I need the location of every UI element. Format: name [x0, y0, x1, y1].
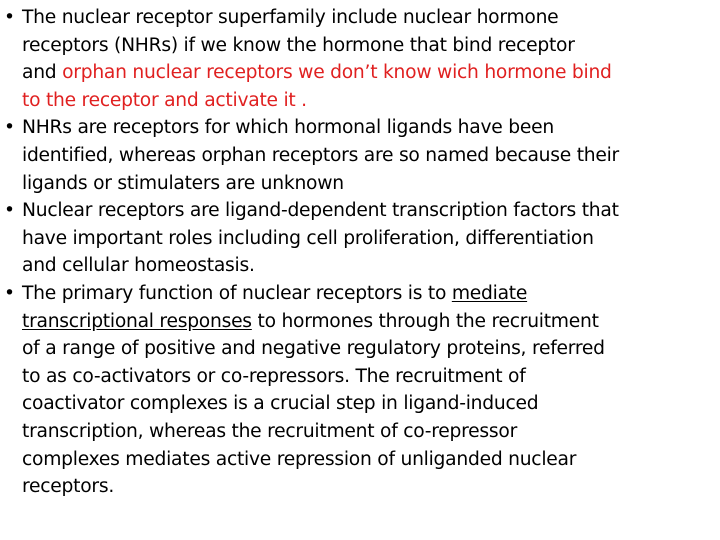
bullet-list — [4, 4, 716, 501]
text-line: receptors (NHRs) if we know the hormone that bind receptor — [22, 34, 575, 56]
text-line-mixed — [22, 308, 716, 336]
text-line-mixed — [22, 87, 716, 115]
text-line: receptors. — [22, 476, 115, 498]
text-line: transcription, whereas the recruitment of co-repressor — [22, 420, 518, 442]
text-line: of a range of positive and negative regulatory proteins, referred — [22, 338, 605, 360]
text-line: The nuclear receptor superfamily include nuclear hormone — [22, 7, 559, 28]
text-line: have important roles including cell proliferation, differentiation — [22, 227, 594, 249]
underlined-text-segment: transcriptional responses — [22, 310, 252, 332]
bullet-item-primary-function — [4, 280, 716, 501]
bullet-item-ligand-dependent-factors — [4, 197, 716, 280]
text-line: identified, whereas orphan receptors are so named because their — [22, 144, 619, 166]
underlined-text-segment: mediate — [451, 282, 528, 304]
bullet-item-nuclear-receptor-superfamily — [4, 4, 716, 114]
text-line: NHRs are receptors for which hormonal ligands have been — [22, 117, 554, 139]
bullet-marker: • — [4, 200, 15, 222]
text-line: Nuclear receptors are ligand-dependent transcription factors that — [22, 200, 619, 222]
highlighted-text-segment: to the receptor and activate it — [22, 89, 296, 111]
highlighted-text-segment: orphan nuclear receptors we don’t know wich hormone bind — [62, 62, 612, 84]
slide-content — [4, 4, 716, 536]
text-line: to as co-activators or co-repressors. The recruitment of — [22, 365, 526, 387]
text-line: and cellular homeostasis. — [22, 255, 255, 277]
text-line: ligands or stimulaters are unknown — [22, 172, 344, 194]
text-segment: . — [295, 89, 307, 111]
text-segment: and — [22, 62, 63, 84]
text-line-mixed — [22, 280, 716, 308]
text-line-mixed — [22, 59, 716, 87]
text-line: coactivator complexes is a crucial step in ligand-induced — [22, 393, 539, 415]
text-line: complexes mediates active repression of unliganded nuclear — [22, 448, 577, 470]
text-segment: to hormones through the recruitment — [251, 310, 599, 332]
bullet-marker: • — [4, 7, 15, 28]
bullet-item-nhrs-definition — [4, 114, 716, 197]
bullet-marker: • — [4, 117, 15, 139]
bullet-marker: • — [4, 282, 15, 304]
text-segment: The primary function of nuclear receptors is to — [22, 282, 452, 304]
